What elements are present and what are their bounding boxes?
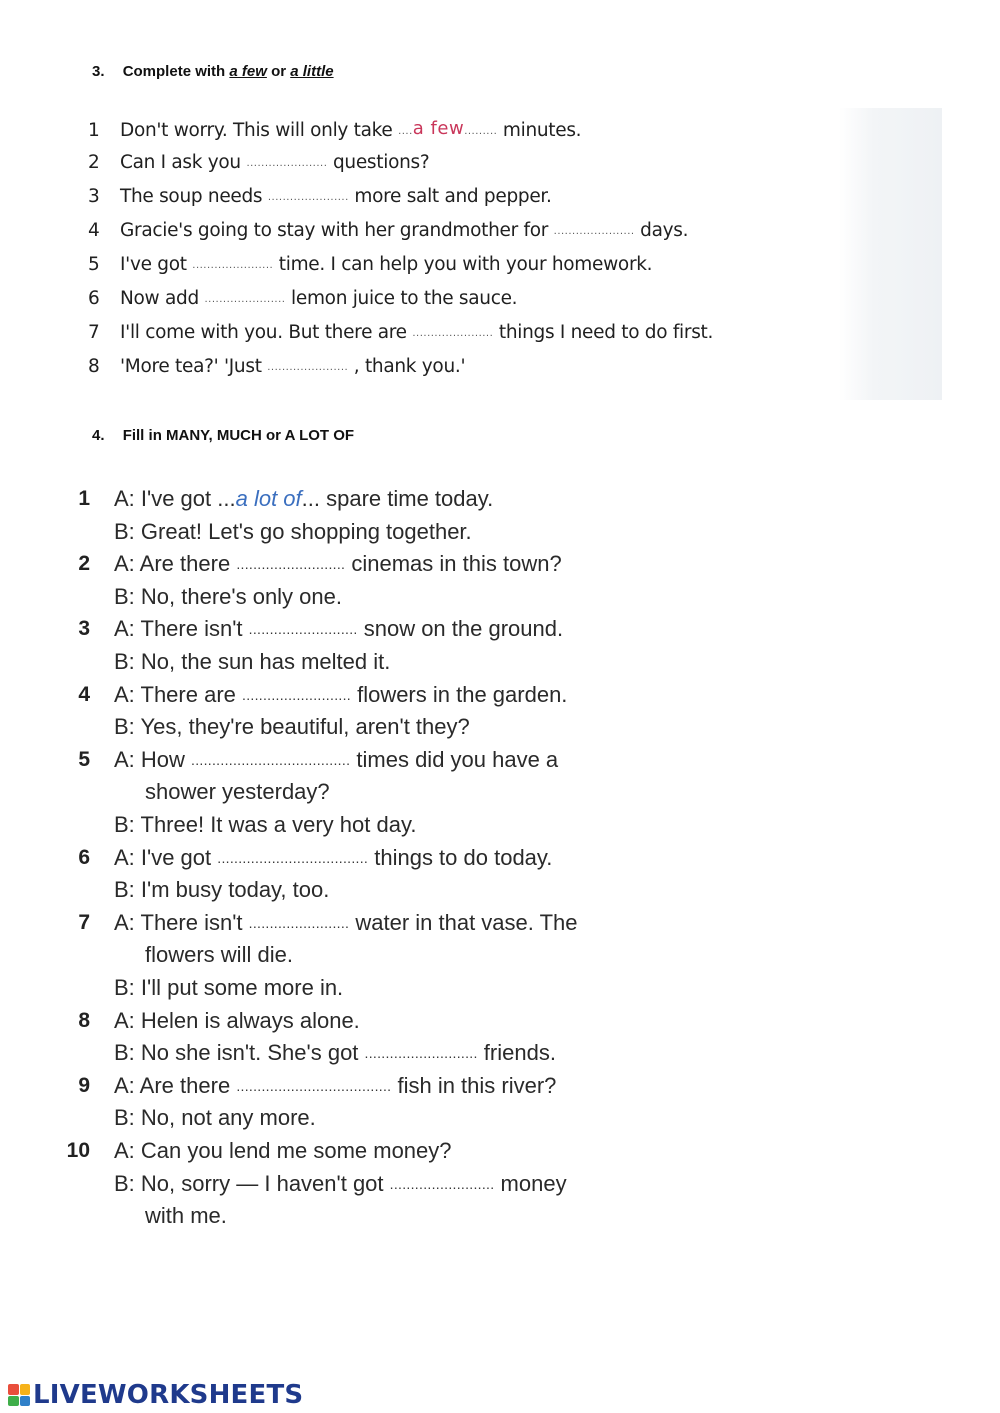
exercise-3-item: [82, 146, 429, 180]
item-text-after: time. I can help you with your homework.: [278, 254, 653, 275]
item-text-after: things I need to do first.: [498, 322, 714, 343]
item-number: 6: [88, 288, 100, 309]
line-text: with me.: [145, 1203, 227, 1229]
dialogue-line: [114, 1070, 556, 1102]
line-text: A: Can you lend me some money?: [114, 1138, 452, 1163]
line-text: B: No, sorry — I haven't got: [114, 1170, 384, 1196]
item-text-before: I'll come with you. But there are: [120, 322, 407, 343]
dialogue-line: [114, 809, 416, 841]
exercise-3-item: [82, 282, 517, 316]
item-text-before: Gracie's going to stay with her grandmother for: [120, 220, 549, 241]
line-text: flowers will die.: [145, 942, 293, 968]
answer-blank[interactable]: ......................: [267, 362, 349, 373]
item-number: 1: [88, 120, 100, 141]
dialogue-line: [114, 874, 329, 906]
line-text-after: snow on the ground.: [363, 616, 564, 642]
line-text: A: Are there: [114, 1072, 231, 1098]
line-text: A: How: [114, 746, 185, 772]
line-text: B: Three! It was a very hot day.: [114, 812, 417, 837]
answer-blank[interactable]: ........................: [248, 914, 350, 931]
logo-mark-icon: [8, 1384, 30, 1406]
item-number: 5: [88, 254, 100, 275]
answer-blank[interactable]: .........................: [389, 1175, 495, 1192]
item-number: 3: [78, 617, 90, 641]
line-text-after: times did you have a: [356, 746, 559, 772]
dialogue-line: [114, 744, 558, 776]
item-text-after: more salt and pepper.: [354, 186, 552, 207]
exercise-3-item: [82, 350, 465, 384]
line-text-after: things to do today.: [374, 844, 553, 870]
answer-blank[interactable]: ......................: [553, 226, 635, 237]
dialogue-line: [145, 1200, 227, 1232]
answer-blank[interactable]: ..........................: [242, 686, 351, 703]
item-number: 1: [78, 487, 90, 510]
dialogue-line: [114, 483, 493, 515]
handwritten-answer: a few: [412, 118, 465, 139]
item-number: 9: [78, 1073, 90, 1097]
item-number: 5: [78, 747, 90, 771]
section-4-heading: [92, 427, 354, 444]
line-text-after: flowers in the garden.: [357, 681, 568, 707]
heading-option-a-little: a little: [290, 63, 334, 80]
line-text: B: I'll put some more in.: [114, 975, 344, 1000]
exercise-3-item: [82, 316, 713, 350]
section-number: 3.: [92, 63, 105, 80]
item-text-before: The soup needs: [120, 186, 263, 207]
line-text: shower yesterday?: [145, 779, 330, 805]
answer-blank[interactable]: ......................: [192, 260, 274, 271]
dialogue-line: [145, 939, 293, 971]
line-text: A: I've got: [114, 844, 212, 870]
heading-text: Fill in MANY, MUCH or A LOT OF: [122, 427, 355, 444]
dialogue-line: [114, 1168, 567, 1200]
line-text: B: No she isn't. She's got: [114, 1040, 359, 1066]
exercise-3-item: [82, 214, 688, 248]
line-text-after: fish in this river?: [397, 1072, 557, 1098]
line-text: B: No, there's only one.: [114, 583, 342, 609]
answer-blank[interactable]: ..........................: [236, 556, 346, 573]
exercise-3-item: [82, 112, 581, 146]
answer-blank[interactable]: .....................................: [236, 1077, 392, 1094]
line-text-after: spare time today.: [319, 486, 494, 511]
dialogue-line: [114, 907, 578, 939]
line-text: B: I'm busy today, too.: [114, 877, 330, 903]
dialogue-line: [114, 842, 552, 874]
answer-blank[interactable]: ......................................: [191, 751, 351, 768]
item-number: 2: [78, 552, 90, 576]
line-text-after: cinemas in this town?: [351, 551, 562, 577]
dialogue-line: [114, 613, 563, 645]
liveworksheets-logo: [8, 1380, 303, 1410]
heading-prefix: Complete with: [122, 63, 226, 80]
item-text-after: lemon juice to the sauce.: [291, 288, 518, 309]
item-text-before: Don't worry. This will only take: [120, 120, 393, 141]
line-text: A: Helen is always alone.: [114, 1007, 360, 1033]
heading-or: or: [271, 63, 287, 80]
item-number: 10: [66, 1139, 90, 1162]
dialogue-line: [114, 711, 470, 743]
dialogue-line: [114, 646, 390, 678]
dialogue-line: [114, 679, 567, 711]
answer-blank[interactable]: ...........................: [364, 1045, 478, 1062]
line-text: B: No, the sun has melted it.: [114, 649, 391, 674]
answer-blank[interactable]: ...: [301, 486, 320, 511]
item-text-before: Can I ask you: [120, 152, 241, 173]
item-text-after: questions?: [332, 152, 430, 173]
dialogue-line: [114, 1135, 452, 1167]
line-text-after: friends.: [483, 1040, 556, 1066]
line-text-after: water in that vase. The: [355, 909, 578, 935]
item-number: 6: [78, 845, 90, 869]
heading-option-a-few: a few: [229, 63, 267, 80]
dialogue-line: [114, 548, 562, 580]
dialogue-line: [114, 1102, 316, 1134]
dialogue-line: [114, 581, 342, 613]
line-text: A: There isn't: [114, 616, 243, 642]
line-text: A: Are there: [114, 551, 231, 577]
item-text-before: Now add: [120, 288, 199, 309]
section-number: 4.: [92, 427, 105, 444]
logo-text: LIVEWORKSHEETS: [33, 1380, 304, 1410]
item-number: 4: [88, 220, 100, 241]
item-text-after: days.: [640, 220, 689, 241]
answer-blank[interactable]: ....................................: [217, 849, 369, 866]
answer-blank[interactable]: ......................: [267, 192, 349, 203]
line-text: B: Great! Let's go shopping together.: [114, 518, 472, 544]
dialogue-line: [114, 516, 472, 548]
dialogue-line: [114, 1005, 360, 1037]
item-text-after: , thank you.': [353, 356, 466, 377]
item-number: 8: [88, 356, 100, 377]
answer-blank[interactable]: ......................: [246, 158, 328, 169]
dialogue-line: [145, 776, 330, 808]
line-text-after: money: [500, 1170, 567, 1196]
exercise-3-item: [82, 248, 652, 282]
line-text: B: Yes, they're beautiful, aren't they?: [114, 714, 470, 740]
line-text: A: There are: [114, 681, 236, 707]
item-text-before: I've got: [120, 254, 187, 275]
section-3-heading: [92, 63, 334, 80]
item-text-after: minutes.: [502, 120, 582, 141]
item-number: 7: [88, 322, 100, 343]
section-3-exercise: [82, 108, 942, 400]
exercise-3-item: [82, 180, 552, 214]
dialogue-line: [114, 972, 343, 1004]
line-text: B: No, not any more.: [114, 1105, 316, 1131]
answer-blank[interactable]: ..........................: [248, 621, 358, 638]
item-number: 8: [78, 1008, 90, 1032]
item-number: 3: [88, 186, 100, 207]
answer-blank[interactable]: ......................: [412, 328, 494, 339]
item-text-before: 'More tea?' 'Just: [120, 356, 262, 377]
item-number: 4: [78, 682, 90, 706]
dialogue-line: [114, 1037, 556, 1069]
line-text: A: There isn't: [114, 909, 243, 935]
answer-blank[interactable]: ......................: [204, 294, 286, 305]
sample-answer: a lot of: [235, 486, 302, 511]
line-text: A: I've got ...: [114, 486, 236, 511]
item-number: 2: [88, 152, 100, 173]
item-number: 7: [78, 910, 90, 934]
answer-blank[interactable]: ....a few.........: [398, 118, 498, 139]
